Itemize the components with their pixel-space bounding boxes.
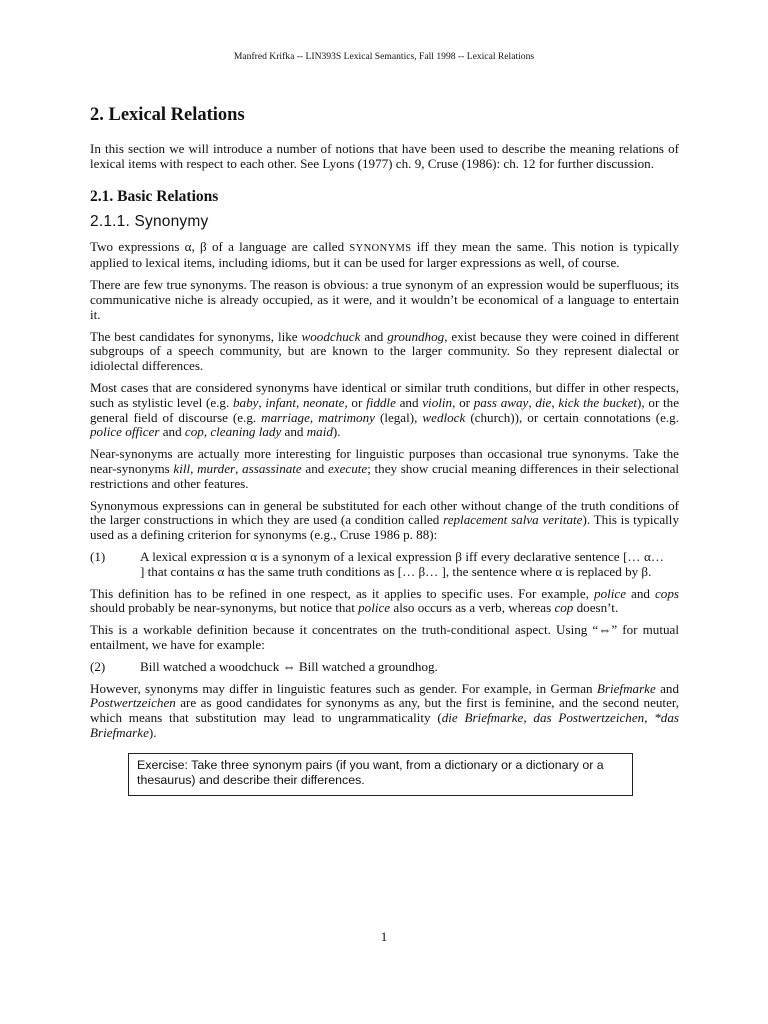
example-1 bbox=[90, 550, 679, 580]
running-head: Manfred Krifka -- LIN393S Lexical Semantics, Fall 1998 -- Lexical Relations bbox=[233, 51, 535, 62]
page-number: 1 bbox=[380, 929, 388, 944]
exercise-box: Exercise: Take three synonym pairs (if you want, from a dictionary or a dictionary or a thesaurus) and describe their differences. bbox=[128, 753, 633, 796]
paragraph-gender-differences: However, synonyms may differ in linguistic features such as gender. For example, in German Briefmarke and Postwertzeichen are as good candidates for synonyms as any, but the first is feminine, and the second neuter, which means that substitution may lead to ungrammaticality (die Briefmarke, das Postwertzeichen, *das Briefmarke). bbox=[90, 680, 679, 740]
example-2 bbox=[90, 660, 679, 675]
paragraph-workable-definition: This is a workable definition because it concentrates on the truth-conditional aspect. Using “⇔” for mutual entailment, we have for example: bbox=[90, 622, 679, 652]
paragraph-synonyms-definition: Two expressions α, β of a language are called SYNONYMS iff they mean the same. This notion is typically applied to lexical items, including idioms, but it can be used for larger expressions as well, of course. bbox=[90, 238, 679, 271]
paragraph-stylistic-differences: Most cases that are considered synonyms have identical or similar truth conditions, but differ in other respects, such as stylistic level (e.g. baby, infant, neonate, or fiddle and violin, or pass away, die, kick the bucket), or the general field of discourse (e.g. marriage, matrimony (legal), wedlock (church)), or certain connotations (e.g. police officer and cop, cleaning lady and maid). bbox=[90, 379, 680, 440]
paragraph-substitution: Synonymous expressions can in general be substituted for each other without change of the truth conditions of the larger constructions in which they are used (a condition called replacement salva veritate). This is typically used as a defining criterion for synonyms (e.g., Cruse 1986 p. 88): bbox=[90, 497, 679, 543]
paragraph-refinement: This definition has to be refined in one respect, as it applies to specific uses. For example, police and cops should probably be near-synonyms, but notice that police also occurs as a verb, whereas cop doesn’t. bbox=[90, 585, 680, 616]
chapter-title: 2. Lexical Relations bbox=[90, 105, 245, 125]
term-synonyms: SYNONYMS bbox=[349, 242, 412, 254]
page-body bbox=[90, 102, 679, 796]
example-number: (1) bbox=[90, 548, 106, 564]
intro-paragraph: In this section we will introduce a number of notions that have been used to describe the meaning relations of lexical items with respect to each other. See Lyons (1977) ch. 9, Cruse (1986): ch. 12 for further discussion. bbox=[90, 141, 679, 171]
subsection-heading-synonymy: 2.1.1. Synonymy bbox=[90, 212, 209, 230]
paragraph-few-true-synonyms: There are few true synonyms. The reason is obvious: a true synonym of an expression would be superfluous; its communicative niche is already occupied, as it were, and it wouldn’t be economical of a language to entertain it. bbox=[90, 277, 679, 322]
example-text: A lexical expression α is a synonym of a lexical expression β iff every declarative sentence [… α… ] that contains α has the same truth conditions as [… β… ], the sentence where α is replaced by β. bbox=[140, 548, 664, 579]
example-number: (2) bbox=[90, 658, 106, 674]
example-text: Bill watched a woodchuck ⇔ Bill watched a groundhog. bbox=[140, 658, 438, 674]
paragraph-best-candidates: The best candidates for synonyms, like woodchuck and groundhog, exist because they were coined in different subgroups of a speech community, but are known to the larger community. So they represent dialectal or idiolectal differences. bbox=[90, 328, 680, 374]
paragraph-near-synonyms: Near-synonyms are actually more interesting for linguistic purposes than occasional true synonyms. Take the near-synonyms kill, murder, assassinate and execute; they show crucial meaning differences in their selectional restrictions and other features. bbox=[90, 446, 680, 491]
section-heading-basic-relations: 2.1. Basic Relations bbox=[90, 187, 219, 205]
